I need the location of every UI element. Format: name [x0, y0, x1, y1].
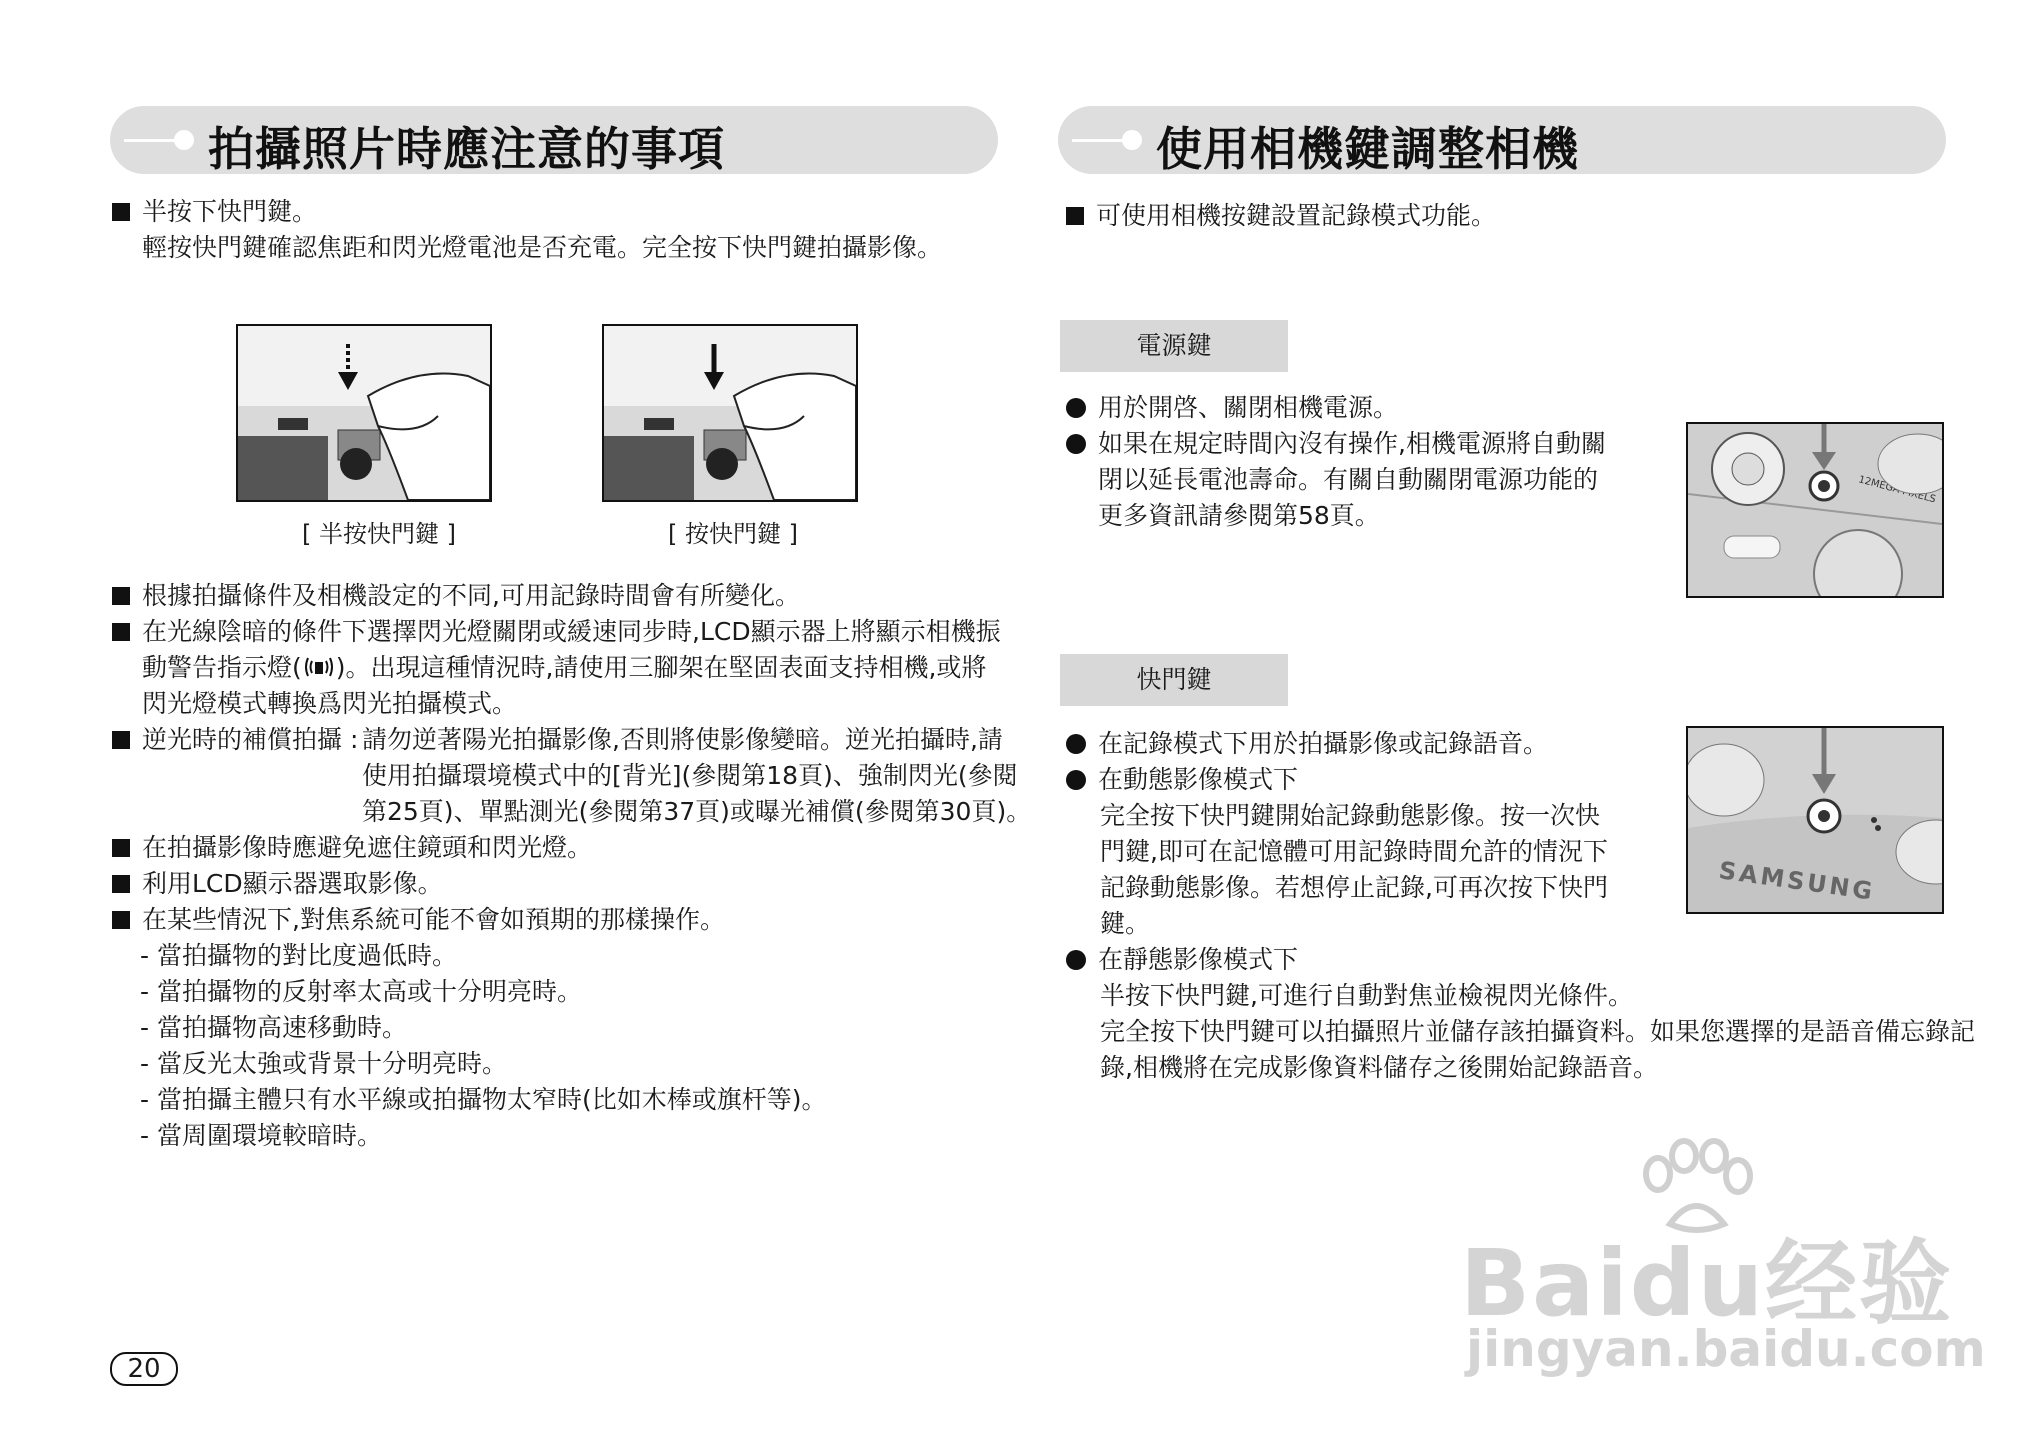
camera-top-drawing — [1688, 424, 1942, 596]
square-bullet-icon — [112, 875, 130, 893]
svg-text:SAMSUNG: SAMSUNG — [1717, 856, 1877, 906]
right-page-title: 使用相機鍵調整相機 — [1156, 122, 1579, 176]
camera-shutter-drawing — [1688, 728, 1942, 912]
note-item: 在光線陰暗的條件下選擇閃光燈關閉或緩速同步時,LCD顯示器上將顯示相機振 — [112, 614, 1001, 650]
full-press-drawing — [604, 326, 856, 500]
shutter-bullet-continuation: 鍵。 — [1100, 909, 1151, 938]
square-bullet-icon — [112, 623, 130, 641]
shutter-bullet: 在記錄模式下用於拍攝影像或記錄語音。 — [1066, 726, 1548, 762]
half-press-illustration — [236, 324, 492, 502]
header-dot-decoration — [174, 130, 194, 150]
watermark-logo: Baidu经验 — [1460, 1230, 1954, 1337]
camera-shake-icon — [302, 654, 336, 680]
half-press-caption: [ 半按快門鍵 ] — [302, 520, 456, 548]
round-bullet-icon — [1066, 770, 1086, 790]
left-section-header — [110, 106, 998, 174]
round-bullet-icon — [1066, 734, 1086, 754]
note-continuation: 使用拍攝環境模式中的[背光](參閱第18頁)、強制閃光(參閱 — [362, 761, 1018, 790]
intro-item: 半按下快門鍵。 — [112, 194, 317, 230]
round-bullet-icon — [1066, 950, 1086, 970]
square-bullet-icon — [112, 587, 130, 605]
page-number: 20 — [110, 1352, 178, 1386]
sub-item: - 當拍攝物高速移動時。 — [140, 1013, 407, 1042]
square-bullet-icon — [112, 911, 130, 929]
svg-text:12MEGA PIXELS: 12MEGA PIXELS — [1857, 474, 1937, 506]
power-bullet-continuation: 更多資訊請參閱第58頁。 — [1098, 501, 1380, 530]
note-item: 逆光時的補償拍攝 : — [112, 722, 358, 758]
half-press-drawing — [238, 326, 490, 500]
watermark-url: jingyan.baidu.com — [1466, 1320, 1986, 1378]
shutter-button-label: 快門鍵 — [1060, 654, 1288, 706]
header-line-decoration — [1072, 139, 1124, 142]
sub-item: - 當周圍環境較暗時。 — [140, 1121, 382, 1150]
note-item: 在拍攝影像時應避免遮住鏡頭和閃光燈。 — [112, 830, 592, 866]
sub-item: - 當拍攝物的對比度過低時。 — [140, 941, 457, 970]
right-section-header — [1058, 106, 1946, 174]
round-bullet-icon — [1066, 398, 1086, 418]
square-bullet-icon — [1066, 207, 1084, 225]
arrow-down-icon — [704, 344, 724, 390]
note-continuation: 請勿逆著陽光拍攝影像,否則將使影像變暗。逆光拍攝時,請 — [362, 725, 1003, 754]
shutter-bullet: 在靜態影像模式下 — [1066, 942, 1298, 978]
shutter-bullet-continuation: 記錄動態影像。若想停止記錄,可再次按下快門 — [1100, 873, 1608, 902]
header-dot-decoration — [1122, 130, 1142, 150]
power-bullet: 用於開啓、關閉相機電源。 — [1066, 390, 1398, 426]
shutter-bullet-continuation: 門鍵,即可在記憶體可用記錄時間允許的情況下 — [1100, 837, 1608, 866]
note-continuation: 閃光燈模式轉換爲閃光拍攝模式。 — [142, 689, 518, 718]
dashed-arrow-down-icon — [338, 344, 358, 390]
square-bullet-icon — [112, 839, 130, 857]
shutter-bullet-continuation: 完全按下快門鍵開始記錄動態影像。按一次快 — [1100, 801, 1601, 830]
shutter-bullet-continuation: 完全按下快門鍵可以拍攝照片並儲存該拍攝資料。如果您選擇的是語音備忘錄記 — [1100, 1017, 1976, 1046]
round-bullet-icon — [1066, 434, 1086, 454]
note-item: 根據拍攝條件及相機設定的不同,可用記錄時間會有所變化。 — [112, 578, 800, 614]
shutter-button-photo — [1686, 726, 1944, 914]
intro-item: 可使用相機按鍵設置記錄模式功能。 — [1066, 198, 1496, 234]
shutter-bullet: 在動態影像模式下 — [1066, 762, 1298, 798]
power-bullet-continuation: 閉以延長電池壽命。有關自動關閉電源功能的 — [1098, 465, 1599, 494]
note-item: 利用LCD顯示器選取影像。 — [112, 866, 443, 902]
note-item: 在某些情況下,對焦系統可能不會如預期的那樣操作。 — [112, 902, 725, 938]
full-press-caption: [ 按快門鍵 ] — [668, 520, 798, 548]
sub-item: - 當拍攝物的反射率太高或十分明亮時。 — [140, 977, 582, 1006]
square-bullet-icon — [112, 731, 130, 749]
intro-detail: 輕按快門鍵確認焦距和閃光燈電池是否充電。完全按下快門鍵拍攝影像。 — [142, 233, 943, 262]
square-bullet-icon — [112, 203, 130, 221]
note-continuation: 動警告指示燈( )。出現這種情況時,請使用三腳架在堅固表面支持相機,或將 — [142, 653, 987, 682]
sub-item: - 當反光太強或背景十分明亮時。 — [140, 1049, 507, 1078]
full-press-illustration — [602, 324, 858, 502]
power-button-photo — [1686, 422, 1944, 598]
sub-item: - 當拍攝主體只有水平線或拍攝物太窄時(比如木棒或旗杆等)。 — [140, 1085, 827, 1114]
shutter-bullet-continuation: 錄,相機將在完成影像資料儲存之後開始記錄語音。 — [1100, 1053, 1658, 1082]
power-bullet: 如果在規定時間內沒有操作,相機電源將自動關 — [1066, 426, 1606, 462]
note-continuation: 第25頁)、單點測光(參閱第37頁)或曝光補償(參閱第30頁)。 — [362, 797, 1032, 826]
shutter-bullet-continuation: 半按下快門鍵,可進行自動對焦並檢視閃光條件。 — [1100, 981, 1633, 1010]
left-page-title: 拍攝照片時應注意的事項 — [208, 122, 725, 176]
header-line-decoration — [124, 139, 176, 142]
power-button-label: 電源鍵 — [1060, 320, 1288, 372]
